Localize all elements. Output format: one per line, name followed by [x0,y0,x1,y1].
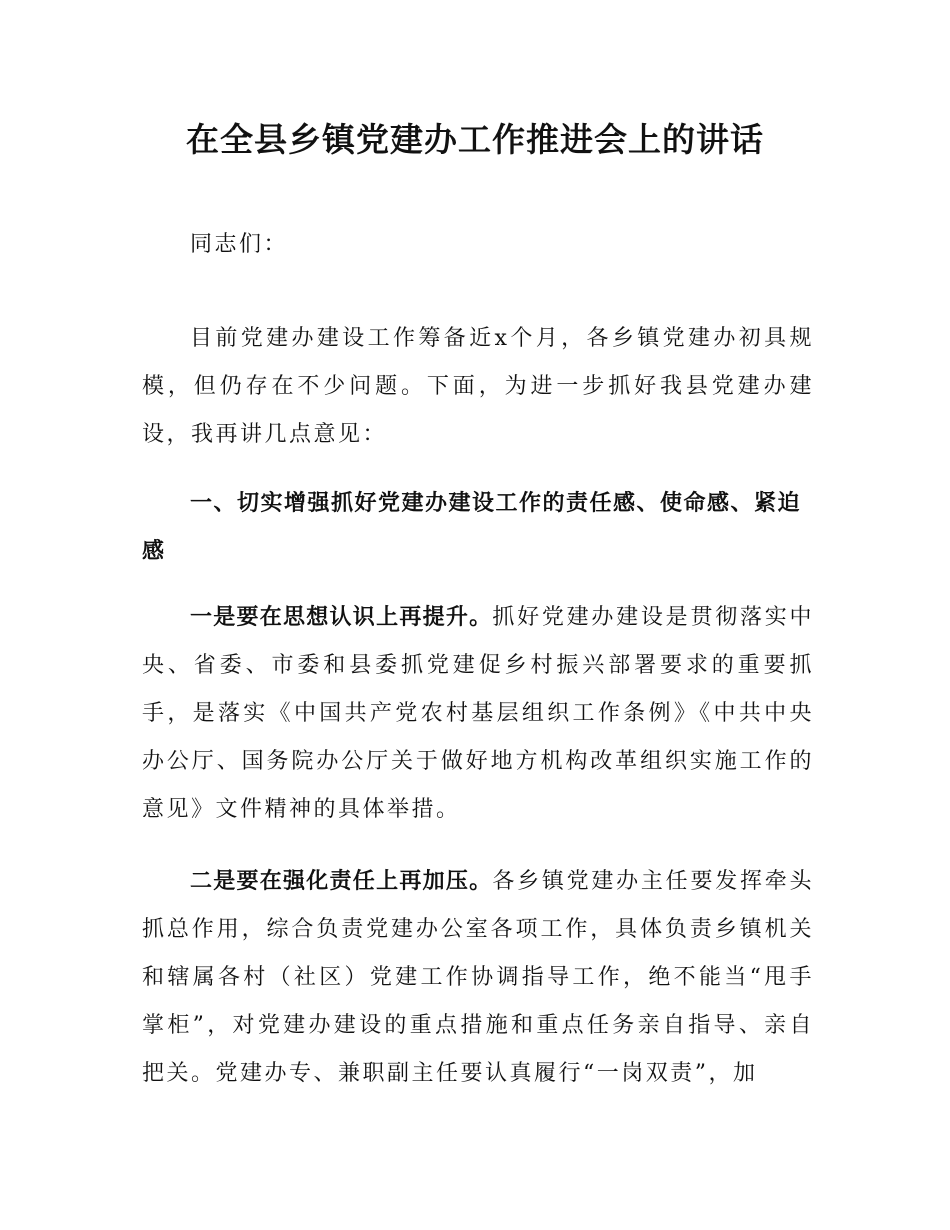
section-heading-1: 一、切实增强抓好党建办建设工作的责任感、使命感、紧迫感 [142,491,802,564]
point-paragraph-1 [142,594,814,834]
point-text-1: 抓好党建办建设是贯彻落实中央、省委、市委和县委抓党建促乡村振兴部署要求的重要抓手，是落实《中国共产党农村基层组织工作条例》《中共中央办公厅、国务院办公厅关于做好地方机构改革组织实施工作的意见》文件精神的具体举措。 [142,605,814,822]
point-text-2: 各乡镇党建办主任要发挥牵头抓总作用，综合负责党建办公室各项工作，具体负责乡镇机关和辖属各村（社区）党建工作协调指导工作，绝不能当“甩手掌柜”，对党建办建设的重点措施和重点任务亲自指导、亲自把关。党建办专、兼职副主任要认真履行“一岗双责”，加 [142,869,814,1086]
point-lead-1: 一是要在思想认识上再提升。 [190,605,493,630]
document-title: 在全县乡镇党建办工作推进会上的讲话 [186,120,764,159]
point-lead-2: 二是要在强化责任上再加压。 [190,869,493,894]
salutation: 同志们： [190,232,289,257]
point-paragraph-2 [142,858,814,1098]
intro-paragraph: 目前党建办建设工作筹备近x个月，各乡镇党建办初具规模，但仍存在不少问题。下面，为进一步抓好我县党建办建设，我再讲几点意见： [142,326,814,447]
